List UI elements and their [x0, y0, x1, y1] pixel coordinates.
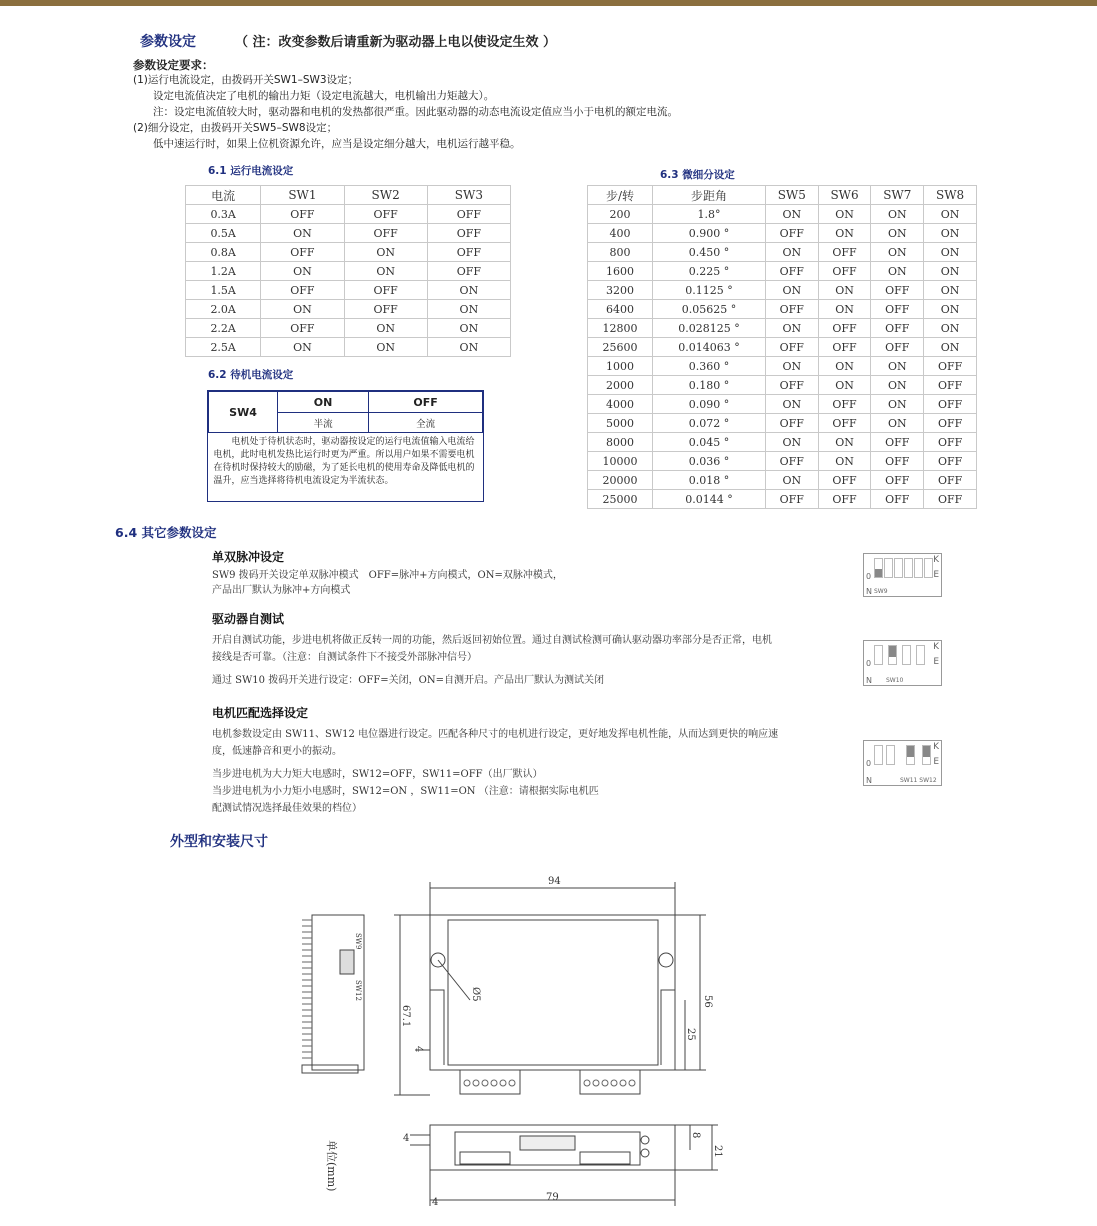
standby-box — [207, 390, 484, 502]
current-table-cell: ON — [427, 300, 510, 319]
micro-table-cell: OFF — [924, 395, 977, 414]
micro-table-cell: 0.900 ° — [653, 224, 766, 243]
micro-table-cell: 6400 — [588, 300, 653, 319]
micro-table-cell: 5000 — [588, 414, 653, 433]
micro-table-header-cell: SW7 — [871, 186, 924, 205]
current-table-cell: 2.5A — [186, 338, 261, 357]
current-table-cell: OFF — [261, 205, 344, 224]
micro-table-cell: 0.180 ° — [653, 376, 766, 395]
dim-25: 25 — [685, 1028, 696, 1041]
micro-table-cell: 0.225 ° — [653, 262, 766, 281]
micro-table-cell: 10000 — [588, 452, 653, 471]
current-table-cell: 2.2A — [186, 319, 261, 338]
sw4-off-header: OFF — [369, 392, 483, 413]
req-line-5: 低中速运行时，如果上位机资源允许，应当是设定细分越大，电机运行越平稳。 — [153, 138, 521, 150]
side-sw12-label: SW12 — [354, 980, 362, 1001]
current-table-cell: OFF — [427, 224, 510, 243]
current-table-cell: 1.2A — [186, 262, 261, 281]
micro-table-cell: ON — [871, 262, 924, 281]
micro-table-cell: 400 — [588, 224, 653, 243]
current-table-cell: OFF — [344, 224, 427, 243]
micro-table-row — [588, 300, 977, 319]
micro-table-cell: 0.1125 ° — [653, 281, 766, 300]
micro-table-row — [588, 471, 977, 490]
micro-table-cell: ON — [818, 205, 871, 224]
micro-table-row — [588, 395, 977, 414]
micro-table-row — [588, 319, 977, 338]
micro-table-cell: 0.360 ° — [653, 357, 766, 376]
micro-table-cell: ON — [924, 205, 977, 224]
dim-79: 79 — [546, 1192, 559, 1203]
micro-table-cell: OFF — [765, 300, 818, 319]
micro-table-cell: ON — [871, 357, 924, 376]
micro-table-cell: ON — [871, 243, 924, 262]
micro-table-cell: OFF — [818, 262, 871, 281]
match-line-5: 配测试情况选择最佳效果的档位） — [212, 803, 362, 814]
micro-table-row — [588, 433, 977, 452]
micro-table-cell: OFF — [871, 433, 924, 452]
micro-table-cell: OFF — [765, 224, 818, 243]
micro-table-cell: 0.036 ° — [653, 452, 766, 471]
sw4-label: SW4 — [209, 392, 278, 433]
dim-4a: 4 — [413, 1046, 424, 1053]
current-table-cell: ON — [344, 319, 427, 338]
micro-table-cell: 0.045 ° — [653, 433, 766, 452]
current-table-header-cell: 电流 — [186, 186, 261, 205]
standby-title: 6.2 待机电流设定 — [208, 369, 294, 381]
current-table-cell: OFF — [344, 205, 427, 224]
micro-table-cell: OFF — [765, 414, 818, 433]
unit-label: 单位(mm) — [325, 1140, 338, 1192]
micro-table-cell: ON — [818, 224, 871, 243]
micro-table-cell: 0.028125 ° — [653, 319, 766, 338]
micro-table-cell: 1000 — [588, 357, 653, 376]
micro-table-cell: OFF — [818, 319, 871, 338]
micro-table-row — [588, 243, 977, 262]
micro-table-cell: OFF — [765, 338, 818, 357]
current-table-cell: OFF — [427, 262, 510, 281]
micro-table-cell: ON — [924, 262, 977, 281]
match-line-4: 当步进电机为小力矩小电感时，SW12=ON ，SW11=ON （注意：请根据实际电机匹 — [212, 786, 599, 797]
current-table-header-row — [186, 186, 511, 205]
micro-table-row — [588, 281, 977, 300]
current-table-cell: ON — [427, 281, 510, 300]
dim-94: 94 — [548, 876, 561, 887]
micro-table-cell: 2000 — [588, 376, 653, 395]
micro-table-cell: OFF — [818, 338, 871, 357]
micro-table-cell: ON — [818, 452, 871, 471]
match-line-3: 当步进电机为大力矩大电感时，SW12=OFF，SW11=OFF（出厂默认） — [212, 769, 543, 780]
micro-table-cell: OFF — [924, 357, 977, 376]
micro-table-cell: OFF — [871, 300, 924, 319]
sw4-off-value: 全流 — [369, 413, 483, 433]
micro-table-cell: ON — [924, 300, 977, 319]
micro-table-cell: 1.8° — [653, 205, 766, 224]
pulse-title: 单双脉冲设定 — [212, 550, 285, 564]
micro-table-header-cell: SW8 — [924, 186, 977, 205]
micro-table-cell: ON — [818, 376, 871, 395]
dim-56: 56 — [702, 995, 713, 1008]
micro-table-cell: OFF — [765, 262, 818, 281]
micro-table-cell: 0.018 ° — [653, 471, 766, 490]
micro-table-cell: ON — [818, 300, 871, 319]
current-table-row — [186, 243, 511, 262]
match-title: 电机匹配选择设定 — [212, 706, 309, 720]
micro-table-cell: OFF — [818, 490, 871, 509]
micro-table-cell: 12800 — [588, 319, 653, 338]
req-line-1: (1)运行电流设定，由拨码开关SW1–SW3设定； — [133, 74, 359, 86]
requirements-heading: 参数设定要求： — [133, 58, 214, 72]
micro-table-cell: OFF — [765, 490, 818, 509]
current-table-header-cell: SW2 — [344, 186, 427, 205]
current-table-cell: ON — [344, 262, 427, 281]
micro-table-cell: ON — [871, 376, 924, 395]
current-table-row — [186, 319, 511, 338]
micro-table-cell: ON — [924, 319, 977, 338]
current-table-row — [186, 300, 511, 319]
micro-table-cell: ON — [924, 224, 977, 243]
match-line-2: 度，低速静音和更小的振动。 — [212, 746, 342, 757]
other-title: 6.4 其它参数设定 — [115, 525, 217, 540]
micro-table-header-cell: 步距角 — [653, 186, 766, 205]
dim-4b: 4 — [403, 1133, 410, 1144]
micro-table-header-cell: SW5 — [765, 186, 818, 205]
micro-table-cell: ON — [765, 471, 818, 490]
micro-table-cell: OFF — [924, 471, 977, 490]
current-table-row — [186, 262, 511, 281]
micro-table-cell: OFF — [924, 376, 977, 395]
micro-table-cell: ON — [765, 281, 818, 300]
current-table-cell: OFF — [344, 300, 427, 319]
current-table-cell: ON — [427, 319, 510, 338]
micro-table-cell: OFF — [871, 471, 924, 490]
dip-switch-sw10: K E 0 N SW10 — [863, 640, 942, 686]
req-line-4: (2)细分设定，由拨码开关SW5–SW8设定； — [133, 122, 338, 134]
current-table-row — [186, 224, 511, 243]
micro-table-header-cell: SW6 — [818, 186, 871, 205]
micro-table — [587, 185, 977, 509]
micro-table-row — [588, 262, 977, 281]
micro-table-cell: 800 — [588, 243, 653, 262]
current-table-cell: OFF — [261, 281, 344, 300]
micro-table-cell: ON — [818, 357, 871, 376]
micro-table-cell: 20000 — [588, 471, 653, 490]
match-line-1: 电机参数设定由 SW11、SW12 电位器进行设定。匹配各种尺寸的电机进行设定，更好地发挥电机性能，从而达到更快的响应速 — [212, 729, 779, 740]
pulse-line-1: SW9 拨码开关设定单双脉冲模式 OFF=脉冲+方向模式，ON=双脉冲模式， — [212, 570, 563, 581]
current-table-cell: OFF — [344, 281, 427, 300]
req-line-2: 设定电流值决定了电机的输出力矩（设定电流越大，电机输出力矩越大）。 — [153, 90, 495, 102]
micro-table-cell: 0.0144 ° — [653, 490, 766, 509]
micro-table-cell: ON — [765, 395, 818, 414]
micro-table-cell: OFF — [871, 319, 924, 338]
micro-table-cell: 8000 — [588, 433, 653, 452]
dim-5: Ø5 — [470, 987, 481, 1002]
micro-table-cell: ON — [765, 357, 818, 376]
dimension-drawing — [290, 870, 750, 1215]
dip-switch-sw9: K E 0 N SW9 — [863, 553, 942, 597]
dim-67: 67.1 — [400, 1005, 411, 1028]
micro-table-cell: 0.450 ° — [653, 243, 766, 262]
dim-8: 8 — [690, 1132, 701, 1139]
micro-table-cell: OFF — [765, 452, 818, 471]
current-table-row — [186, 281, 511, 300]
micro-table-header-cell: 步/转 — [588, 186, 653, 205]
current-table-cell: OFF — [261, 319, 344, 338]
dim-4c: 4 — [432, 1197, 439, 1208]
current-table-cell: 0.3A — [186, 205, 261, 224]
micro-table-cell: ON — [818, 281, 871, 300]
micro-table-cell: OFF — [818, 414, 871, 433]
micro-table-cell: 0.090 ° — [653, 395, 766, 414]
pulse-line-2: 产品出厂默认为脉冲+方向模式 — [212, 585, 351, 596]
micro-table-cell: ON — [871, 395, 924, 414]
current-table-cell: 0.8A — [186, 243, 261, 262]
micro-table-row — [588, 452, 977, 471]
current-table-cell: OFF — [261, 243, 344, 262]
current-table-header-cell: SW1 — [261, 186, 344, 205]
selftest-title: 驱动器自测试 — [212, 612, 285, 626]
selftest-line-2: 接线是否可靠。（注意：自测试条件下不接受外部脉冲信号） — [212, 652, 477, 663]
current-table-cell: OFF — [427, 243, 510, 262]
micro-table-row — [588, 357, 977, 376]
micro-table-row — [588, 224, 977, 243]
current-table-cell: OFF — [427, 205, 510, 224]
current-table-cell: ON — [261, 224, 344, 243]
micro-table-cell: 0.05625 ° — [653, 300, 766, 319]
micro-table-cell: 0.014063 ° — [653, 338, 766, 357]
current-table — [185, 185, 511, 357]
micro-table-header-row — [588, 186, 977, 205]
current-table-cell: ON — [427, 338, 510, 357]
micro-table-row — [588, 376, 977, 395]
micro-table-cell: ON — [765, 243, 818, 262]
current-table-cell: ON — [261, 262, 344, 281]
micro-table-cell: OFF — [765, 376, 818, 395]
micro-table-title: 6.3 微细分设定 — [660, 169, 735, 181]
micro-table-cell: OFF — [871, 490, 924, 509]
micro-table-row — [588, 414, 977, 433]
micro-table-cell: OFF — [924, 490, 977, 509]
dimensions-title: 外型和安装尺寸 — [170, 834, 268, 850]
current-table-row — [186, 205, 511, 224]
top-view-body — [430, 915, 675, 1070]
micro-table-cell: ON — [924, 281, 977, 300]
micro-table-cell: ON — [871, 414, 924, 433]
page-title: 参数设定 — [140, 34, 196, 50]
current-table-title: 6.1 运行电流设定 — [208, 165, 294, 177]
micro-table-cell: ON — [924, 243, 977, 262]
micro-table-cell: 0.072 ° — [653, 414, 766, 433]
current-table-header-cell: SW3 — [427, 186, 510, 205]
micro-table-cell: OFF — [871, 452, 924, 471]
current-table-cell: 0.5A — [186, 224, 261, 243]
micro-table-cell: 3200 — [588, 281, 653, 300]
micro-table-cell: OFF — [871, 338, 924, 357]
current-table-cell: 1.5A — [186, 281, 261, 300]
selftest-line-3: 通过 SW10 拨码开关进行设定：OFF=关闭，ON=自测开启。产品出厂默认为测试关闭 — [212, 675, 604, 686]
micro-table-cell: ON — [765, 433, 818, 452]
micro-table-cell: ON — [924, 338, 977, 357]
micro-table-cell: 200 — [588, 205, 653, 224]
standby-description: 电机处于待机状态时，驱动器按设定的运行电流值输入电流给电机，此时电机发热比运行时更为严重。所以用户如果不需要电机在待机时保持较大的励磁，为了延长电机的使用寿命及降低电机的温升，应当选择将待机电流设定为半流状态。 — [213, 437, 475, 486]
dim-21: 21 — [712, 1145, 723, 1158]
micro-table-cell: OFF — [924, 414, 977, 433]
sw4-on-value: 半流 — [278, 413, 369, 433]
current-table-row — [186, 338, 511, 357]
micro-table-cell: ON — [765, 319, 818, 338]
micro-table-cell: 25600 — [588, 338, 653, 357]
micro-table-cell: ON — [871, 224, 924, 243]
micro-table-cell: OFF — [871, 281, 924, 300]
micro-table-cell: OFF — [818, 471, 871, 490]
micro-table-cell: 25000 — [588, 490, 653, 509]
micro-table-cell: ON — [818, 433, 871, 452]
micro-table-cell: 4000 — [588, 395, 653, 414]
micro-table-row — [588, 205, 977, 224]
micro-table-cell: 1600 — [588, 262, 653, 281]
micro-table-cell: OFF — [818, 395, 871, 414]
current-table-cell: ON — [344, 338, 427, 357]
dip-switch-sw11-sw12: K E 0 N SW11 SW12 — [863, 740, 942, 786]
current-table-cell: ON — [261, 300, 344, 319]
current-table-cell: ON — [344, 243, 427, 262]
side-sw9-label: SW9 — [354, 933, 362, 950]
top-border — [0, 0, 1097, 6]
page-note: （ 注：改变参数后请重新为驱动器上电以使设定生效 ） — [235, 35, 557, 50]
micro-table-cell: OFF — [924, 452, 977, 471]
sw4-on-header: ON — [278, 392, 369, 413]
micro-table-cell: OFF — [818, 243, 871, 262]
selftest-line-1: 开启自测试功能，步进电机将做正反转一周的功能，然后返回初始位置。通过自测试检测可确认驱动器功率部分是否正常，电机 — [212, 635, 772, 646]
micro-table-row — [588, 490, 977, 509]
micro-table-cell: ON — [871, 205, 924, 224]
req-line-3: 注：设定电流值较大时，驱动器和电机的发热都很严重。因此驱动器的动态电流设定值应当小于电机的额定电流。 — [153, 106, 678, 118]
current-table-cell: 2.0A — [186, 300, 261, 319]
micro-table-cell: OFF — [924, 433, 977, 452]
micro-table-row — [588, 338, 977, 357]
current-table-cell: ON — [261, 338, 344, 357]
micro-table-cell: ON — [765, 205, 818, 224]
